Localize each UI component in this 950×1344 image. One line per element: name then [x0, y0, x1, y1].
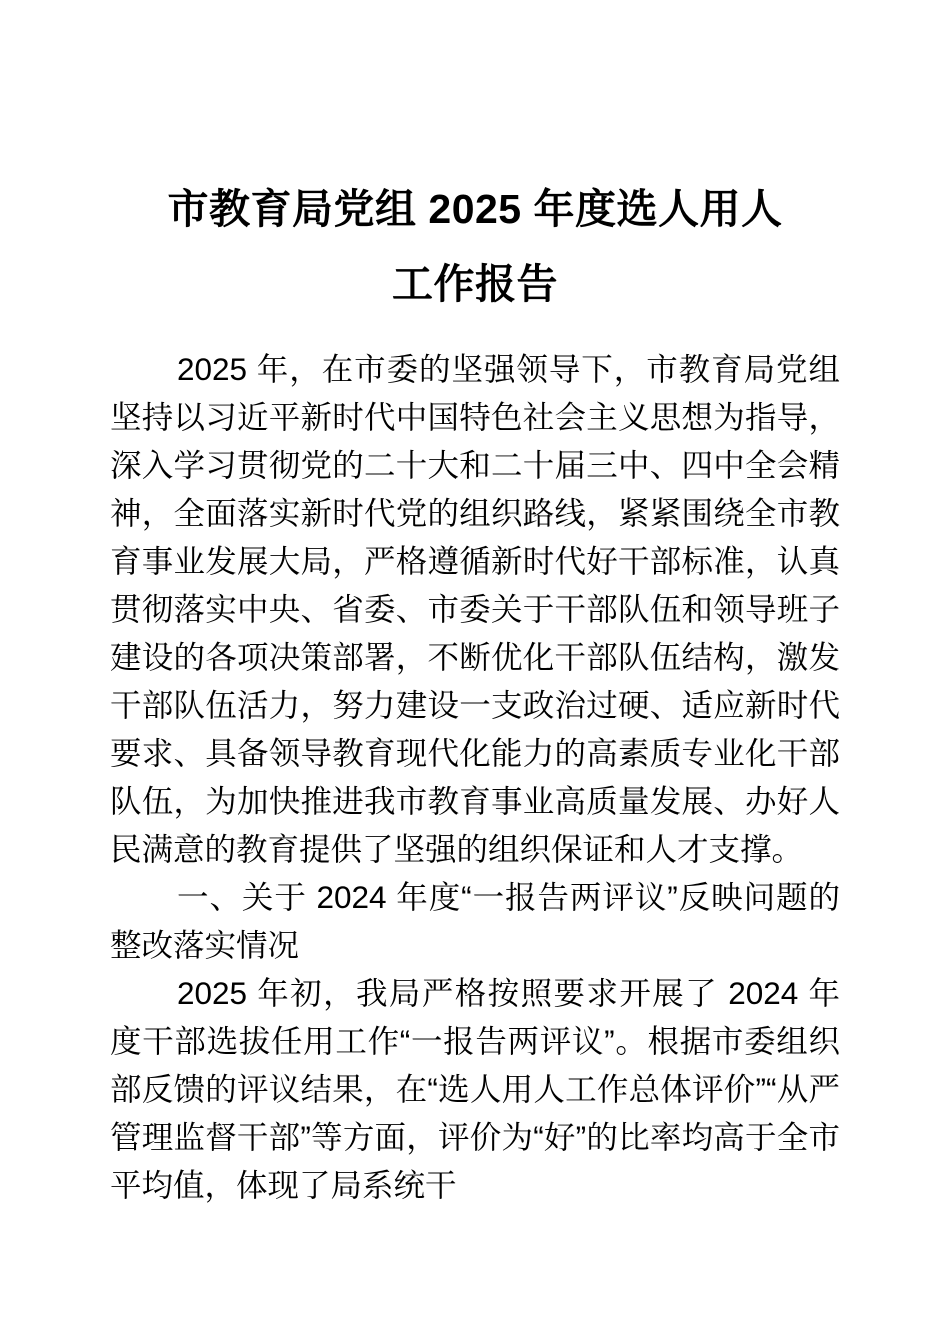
document-body [110, 322, 840, 1209]
document-title-line-1: 市教育局党组 2025 年度选人用人 [167, 186, 783, 232]
paragraph-section-one-body: 2025 年初，我局严格按照要求开展了 2024 年度干部选拔任用工作“一报告两评议”。根据市委组织部反馈的评议结果，在“选人用人工作总体评价”“从严管理监督干部”等方面，评价为“好”的比率均高于全市平均值，体现了局系统干 [110, 975, 840, 1203]
section-heading-one: 一、关于 2024 年度“一报告两评议”反映问题的整改落实情况 [110, 879, 840, 963]
document-title-line-2: 工作报告 [392, 261, 558, 307]
document-content [110, 0, 840, 1209]
document-title [110, 0, 840, 322]
paragraph-intro: 2025 年，在市委的坚强领导下，市教育局党组坚持以习近平新时代中国特色社会主义思想为指导，深入学习贯彻党的二十大和二十届三中、四中全会精神，全面落实新时代党的组织路线，紧紧围绕全市教育事业发展大局，严格遵循新时代好干部标准，认真贯彻落实中央、省委、市委关于干部队伍和领导班子建设的各项决策部署，不断优化干部队伍结构，激发干部队伍活力，努力建设一支政治过硬、适应新时代要求、具备领导教育现代化能力的高素质专业化干部队伍，为加快推进我市教育事业高质量发展、办好人民满意的教育提供了坚强的组织保证和人才支撑。 [110, 351, 840, 867]
